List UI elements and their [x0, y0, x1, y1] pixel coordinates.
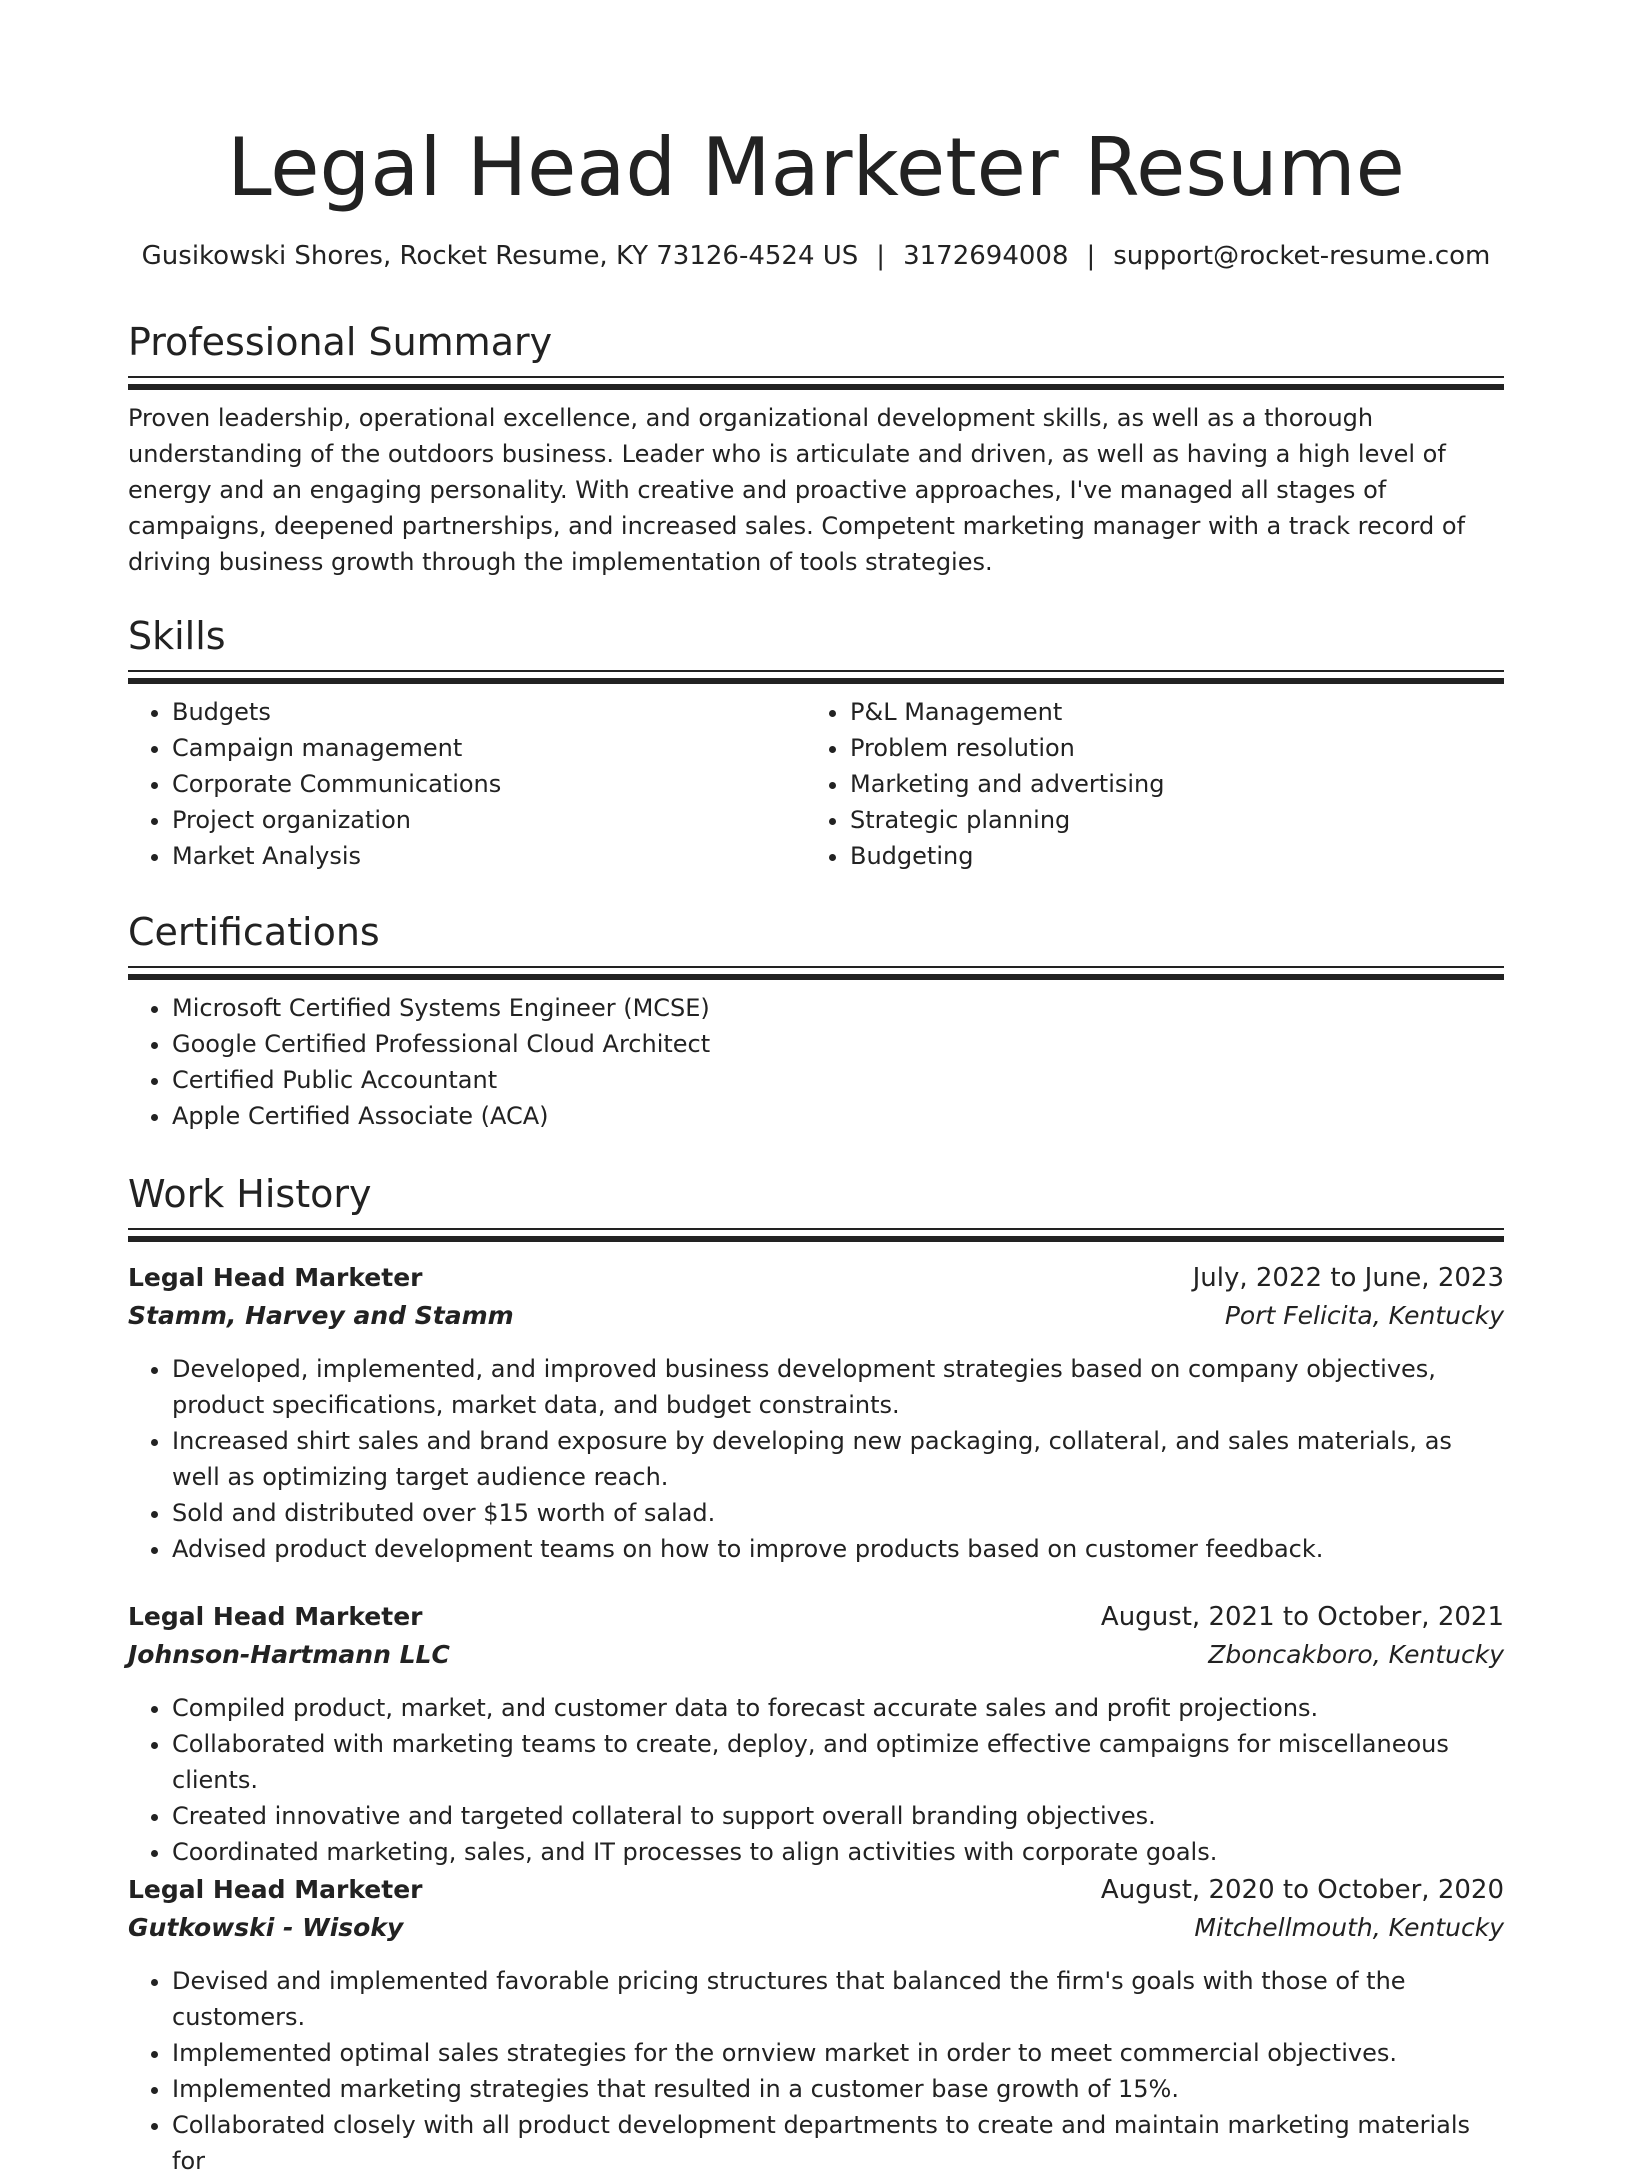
- contact-separator: |: [1086, 241, 1096, 271]
- resume-title: Legal Head Marketer Resume: [227, 121, 1405, 214]
- job-company: Johnson-Hartmann LLC: [128, 1640, 450, 1669]
- job-duty: • Compiled product, market, and customer data to forecast accurate sales and profit projections.: [172, 1690, 1504, 1726]
- skill-item: • Problem resolution: [850, 730, 1484, 766]
- skills-section: [128, 612, 1504, 874]
- skill-item: • Project organization: [172, 802, 806, 838]
- contact-address: Gusikowski Shores, Rocket Resume, KY 73126-4524 US: [141, 241, 859, 271]
- skills-columns: [128, 694, 1504, 874]
- job-duty: • Created innovative and targeted collateral to support overall branding objectives.: [172, 1798, 1504, 1834]
- skill-item: • Marketing and advertising: [850, 766, 1484, 802]
- job-entry: [128, 1598, 1504, 1870]
- skill-item: • Strategic planning: [850, 802, 1484, 838]
- skills-list-right: [806, 694, 1484, 874]
- summary-section: [128, 318, 1504, 580]
- certifications-heading: Certifications: [128, 910, 380, 954]
- section-divider: [128, 966, 1504, 982]
- job-location: Zboncakboro, Kentucky: [1208, 1640, 1504, 1669]
- summary-heading: Professional Summary: [128, 320, 553, 364]
- job-company: Gutkowski - Wisoky: [128, 1913, 404, 1942]
- job-duty: • Collaborated with marketing teams to create, deploy, and optimize effective campaigns for miscellaneous clients.: [172, 1726, 1504, 1798]
- job-duty: • Implemented optimal sales strategies for the ornview market in order to meet commercial objectives.: [172, 2035, 1504, 2071]
- job-duty: • Collaborated closely with all product development departments to create and maintain marketing materials for: [172, 2107, 1504, 2179]
- skill-item: • Campaign management: [172, 730, 806, 766]
- skill-item: • P&L Management: [850, 694, 1484, 730]
- job-duty: • Implemented marketing strategies that resulted in a customer base growth of 15%.: [172, 2071, 1504, 2107]
- job-location: Mitchellmouth, Kentucky: [1194, 1913, 1504, 1942]
- skills-heading: Skills: [128, 614, 226, 658]
- job-header-row: [128, 1259, 1504, 1297]
- job-title: Legal Head Marketer: [128, 1263, 423, 1292]
- job-header-row: [128, 1598, 1504, 1636]
- job-entry: [128, 1259, 1504, 1567]
- section-divider: [128, 670, 1504, 686]
- job-company-row: [128, 1636, 1504, 1674]
- job-duty: • Developed, implemented, and improved business development strategies based on company objectives, product specifications, market data, and budget constraints.: [172, 1351, 1504, 1423]
- certification-item: • Microsoft Certified Systems Engineer (MCSE): [172, 990, 1504, 1026]
- work-history-section: [128, 1170, 1504, 1244]
- job-company: Stamm, Harvey and Stamm: [128, 1301, 514, 1330]
- job-duties-list: [128, 1963, 1504, 2179]
- job-duty: • Increased shirt sales and brand exposure by developing new packaging, collateral, and sales materials, as well as optimizing target audience reach.: [172, 1423, 1504, 1495]
- job-dates: August, 2021 to October, 2021: [1100, 1602, 1504, 1632]
- certification-item: • Google Certified Professional Cloud Architect: [172, 1026, 1504, 1062]
- certification-item: • Certified Public Accountant: [172, 1062, 1504, 1098]
- skill-item: • Corporate Communications: [172, 766, 806, 802]
- skill-item: • Budgeting: [850, 838, 1484, 874]
- contact-separator: |: [876, 241, 886, 271]
- certification-item: • Apple Certified Associate (ACA): [172, 1098, 1504, 1134]
- certifications-section: [128, 908, 1504, 1134]
- contact-phone: 3172694008: [903, 241, 1069, 271]
- job-duties-list: [128, 1351, 1504, 1567]
- job-duties-list: [128, 1690, 1504, 1870]
- job-company-row: [128, 1297, 1504, 1335]
- skill-item: • Budgets: [172, 694, 806, 730]
- job-title: Legal Head Marketer: [128, 1875, 423, 1904]
- skills-list-left: [128, 694, 806, 874]
- work-history-heading: Work History: [128, 1172, 372, 1216]
- job-location: Port Felicita, Kentucky: [1224, 1301, 1504, 1330]
- contact-line: [128, 238, 1504, 274]
- job-dates: July, 2022 to June, 2023: [1192, 1263, 1504, 1293]
- section-divider: [128, 1228, 1504, 1244]
- job-company-row: [128, 1909, 1504, 1947]
- job-duty: • Advised product development teams on how to improve products based on customer feedback.: [172, 1531, 1504, 1567]
- job-duty: • Coordinated marketing, sales, and IT processes to align activities with corporate goals.: [172, 1834, 1504, 1870]
- job-duty: • Devised and implemented favorable pricing structures that balanced the firm's goals with those of the customers.: [172, 1963, 1504, 2035]
- skill-item: • Market Analysis: [172, 838, 806, 874]
- job-title: Legal Head Marketer: [128, 1602, 423, 1631]
- job-dates: August, 2020 to October, 2020: [1100, 1875, 1504, 1905]
- section-divider: [128, 376, 1504, 392]
- summary-text: Proven leadership, operational excellence, and organizational development skills, as well as a thorough understanding of the outdoors business. Leader who is articulate and driven, as well as having a high level of energy and an engaging personality. With creative and proactive approaches, I've managed all stages of campaigns, deepened partnerships, and increased sales. Competent marketing manager with a track record of driving business growth through the implementation of tools strategies.: [128, 404, 1466, 576]
- contact-email: support@rocket-resume.com: [1113, 241, 1491, 271]
- certifications-list: [128, 990, 1504, 1134]
- job-duty: • Sold and distributed over $15 worth of salad.: [172, 1495, 1504, 1531]
- job-entry: [128, 1871, 1504, 2179]
- job-header-row: [128, 1871, 1504, 1909]
